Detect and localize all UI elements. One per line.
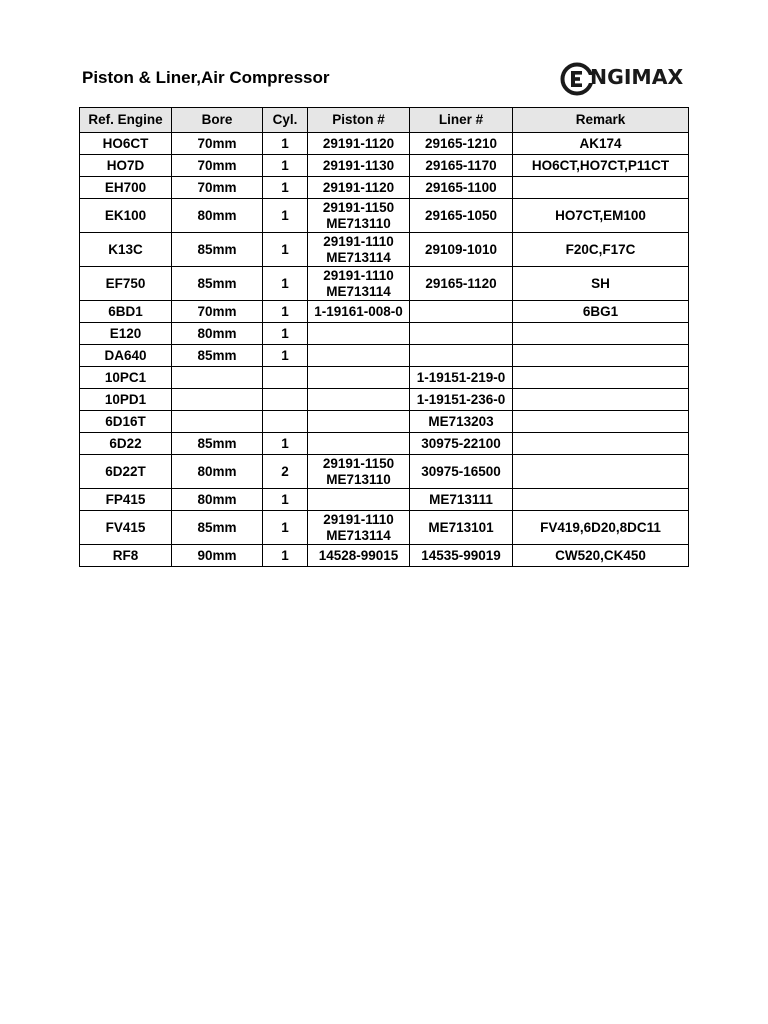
cell-liner	[410, 345, 513, 367]
table-row	[80, 323, 689, 345]
cell-ref-engine: FP415	[80, 489, 172, 511]
cell-liner: 14535-99019	[410, 545, 513, 567]
cell-liner: ME713101	[410, 511, 513, 545]
cell-piston	[308, 267, 410, 301]
cell-cyl: 1	[263, 345, 308, 367]
cell-liner: 29165-1170	[410, 155, 513, 177]
cell-bore: 85mm	[172, 233, 263, 267]
cell-liner: 29165-1210	[410, 133, 513, 155]
cell-bore: 70mm	[172, 155, 263, 177]
table-row	[80, 455, 689, 489]
cell-liner: 1-19151-219-0	[410, 367, 513, 389]
cell-liner: 29165-1120	[410, 267, 513, 301]
cell-ref-engine: DA640	[80, 345, 172, 367]
logo-e-icon	[560, 60, 594, 98]
cell-remark	[513, 367, 689, 389]
cell-remark	[513, 345, 689, 367]
cell-piston	[308, 155, 410, 177]
cell-liner	[410, 301, 513, 323]
piston-number: 29191-1120	[322, 179, 395, 195]
table-body	[80, 133, 689, 567]
cell-piston	[308, 133, 410, 155]
cell-liner	[410, 323, 513, 345]
cell-liner: 29165-1100	[410, 177, 513, 199]
cell-cyl: 1	[263, 199, 308, 233]
cell-ref-engine: 10PD1	[80, 389, 172, 411]
table-row	[80, 367, 689, 389]
cell-liner: 29109-1010	[410, 233, 513, 267]
table-row	[80, 389, 689, 411]
header-piston: Piston #	[308, 108, 410, 133]
cell-cyl	[263, 367, 308, 389]
cell-bore: 70mm	[172, 301, 263, 323]
cell-bore: 80mm	[172, 323, 263, 345]
cell-bore: 70mm	[172, 133, 263, 155]
table-row	[80, 489, 689, 511]
table-row	[80, 301, 689, 323]
cell-cyl: 1	[263, 301, 308, 323]
cell-piston	[308, 177, 410, 199]
table-row	[80, 267, 689, 301]
cell-bore: 90mm	[172, 545, 263, 567]
cell-ref-engine: EF750	[80, 267, 172, 301]
table-row	[80, 133, 689, 155]
cell-cyl: 1	[263, 323, 308, 345]
cell-piston	[308, 345, 410, 367]
cell-remark: AK174	[513, 133, 689, 155]
cell-ref-engine: EH700	[80, 177, 172, 199]
cell-liner: ME713111	[410, 489, 513, 511]
piston-number: ME713110	[326, 215, 391, 231]
cell-ref-engine: HO7D	[80, 155, 172, 177]
cell-ref-engine: 6D16T	[80, 411, 172, 433]
cell-bore: 85mm	[172, 433, 263, 455]
cell-ref-engine: 6D22T	[80, 455, 172, 489]
cell-piston	[308, 199, 410, 233]
cell-piston	[308, 433, 410, 455]
piston-number: 29191-1110	[323, 233, 394, 249]
piston-number: ME713114	[326, 249, 391, 265]
piston-number: 29191-1150	[322, 199, 395, 215]
cell-piston	[308, 323, 410, 345]
cell-ref-engine: K13C	[80, 233, 172, 267]
table-row	[80, 433, 689, 455]
cell-remark	[513, 411, 689, 433]
cell-ref-engine: 6D22	[80, 433, 172, 455]
cell-bore	[172, 367, 263, 389]
cell-ref-engine: RF8	[80, 545, 172, 567]
cell-piston	[308, 301, 410, 323]
piston-number: ME713110	[326, 471, 391, 487]
cell-piston	[308, 455, 410, 489]
cell-remark: CW520,CK450	[513, 545, 689, 567]
cell-bore	[172, 389, 263, 411]
piston-number: 29191-1110	[323, 267, 394, 283]
cell-piston	[308, 545, 410, 567]
header-bore: Bore	[172, 108, 263, 133]
cell-cyl: 1	[263, 155, 308, 177]
cell-bore: 80mm	[172, 489, 263, 511]
cell-liner: 30975-16500	[410, 455, 513, 489]
parts-table	[79, 107, 689, 567]
cell-remark	[513, 323, 689, 345]
cell-bore	[172, 411, 263, 433]
logo-wordmark: NGIMAX	[590, 65, 684, 89]
piston-number: ME713114	[326, 527, 391, 543]
cell-remark: HO6CT,HO7CT,P11CT	[513, 155, 689, 177]
cell-remark	[513, 433, 689, 455]
cell-cyl: 1	[263, 489, 308, 511]
cell-piston	[308, 389, 410, 411]
cell-cyl: 1	[263, 133, 308, 155]
piston-number: 29191-1130	[322, 157, 395, 173]
table-row	[80, 545, 689, 567]
piston-number: 1-19161-008-0	[314, 303, 403, 319]
piston-number: ME713114	[326, 283, 391, 299]
cell-remark: HO7CT,EM100	[513, 199, 689, 233]
piston-number: 29191-1120	[322, 135, 395, 151]
table-row	[80, 511, 689, 545]
cell-bore: 70mm	[172, 177, 263, 199]
cell-piston	[308, 489, 410, 511]
cell-bore: 85mm	[172, 267, 263, 301]
cell-piston	[308, 367, 410, 389]
cell-bore: 80mm	[172, 199, 263, 233]
cell-remark: SH	[513, 267, 689, 301]
table-row	[80, 177, 689, 199]
page-title: Piston & Liner,Air Compressor	[82, 68, 330, 87]
cell-liner: 30975-22100	[410, 433, 513, 455]
cell-cyl: 1	[263, 433, 308, 455]
cell-remark	[513, 455, 689, 489]
header-liner: Liner #	[410, 108, 513, 133]
cell-remark	[513, 177, 689, 199]
cell-liner: ME713203	[410, 411, 513, 433]
cell-cyl: 1	[263, 267, 308, 301]
cell-bore: 80mm	[172, 455, 263, 489]
header-ref-engine: Ref. Engine	[80, 108, 172, 133]
table-row	[80, 155, 689, 177]
cell-piston	[308, 411, 410, 433]
header-remark: Remark	[513, 108, 689, 133]
cell-cyl: 1	[263, 233, 308, 267]
cell-ref-engine: E120	[80, 323, 172, 345]
cell-piston	[308, 233, 410, 267]
cell-ref-engine: 10PC1	[80, 367, 172, 389]
cell-cyl	[263, 411, 308, 433]
cell-remark: FV419,6D20,8DC11	[513, 511, 689, 545]
cell-cyl: 1	[263, 511, 308, 545]
cell-bore: 85mm	[172, 345, 263, 367]
cell-piston	[308, 511, 410, 545]
cell-liner: 1-19151-236-0	[410, 389, 513, 411]
cell-ref-engine: FV415	[80, 511, 172, 545]
cell-cyl: 2	[263, 455, 308, 489]
table-header-row	[80, 108, 689, 133]
cell-liner: 29165-1050	[410, 199, 513, 233]
brand-logo	[560, 60, 684, 98]
piston-number: 29191-1150	[322, 455, 395, 471]
cell-remark	[513, 489, 689, 511]
cell-bore: 85mm	[172, 511, 263, 545]
table-row	[80, 199, 689, 233]
piston-number: 14528-99015	[318, 547, 399, 563]
cell-ref-engine: 6BD1	[80, 301, 172, 323]
cell-ref-engine: EK100	[80, 199, 172, 233]
cell-cyl: 1	[263, 177, 308, 199]
cell-cyl: 1	[263, 545, 308, 567]
cell-remark	[513, 389, 689, 411]
table-row	[80, 411, 689, 433]
cell-remark: F20C,F17C	[513, 233, 689, 267]
table-row	[80, 345, 689, 367]
header-cyl: Cyl.	[263, 108, 308, 133]
cell-remark: 6BG1	[513, 301, 689, 323]
table-row	[80, 233, 689, 267]
cell-cyl	[263, 389, 308, 411]
cell-ref-engine: HO6CT	[80, 133, 172, 155]
piston-number: 29191-1110	[323, 511, 394, 527]
